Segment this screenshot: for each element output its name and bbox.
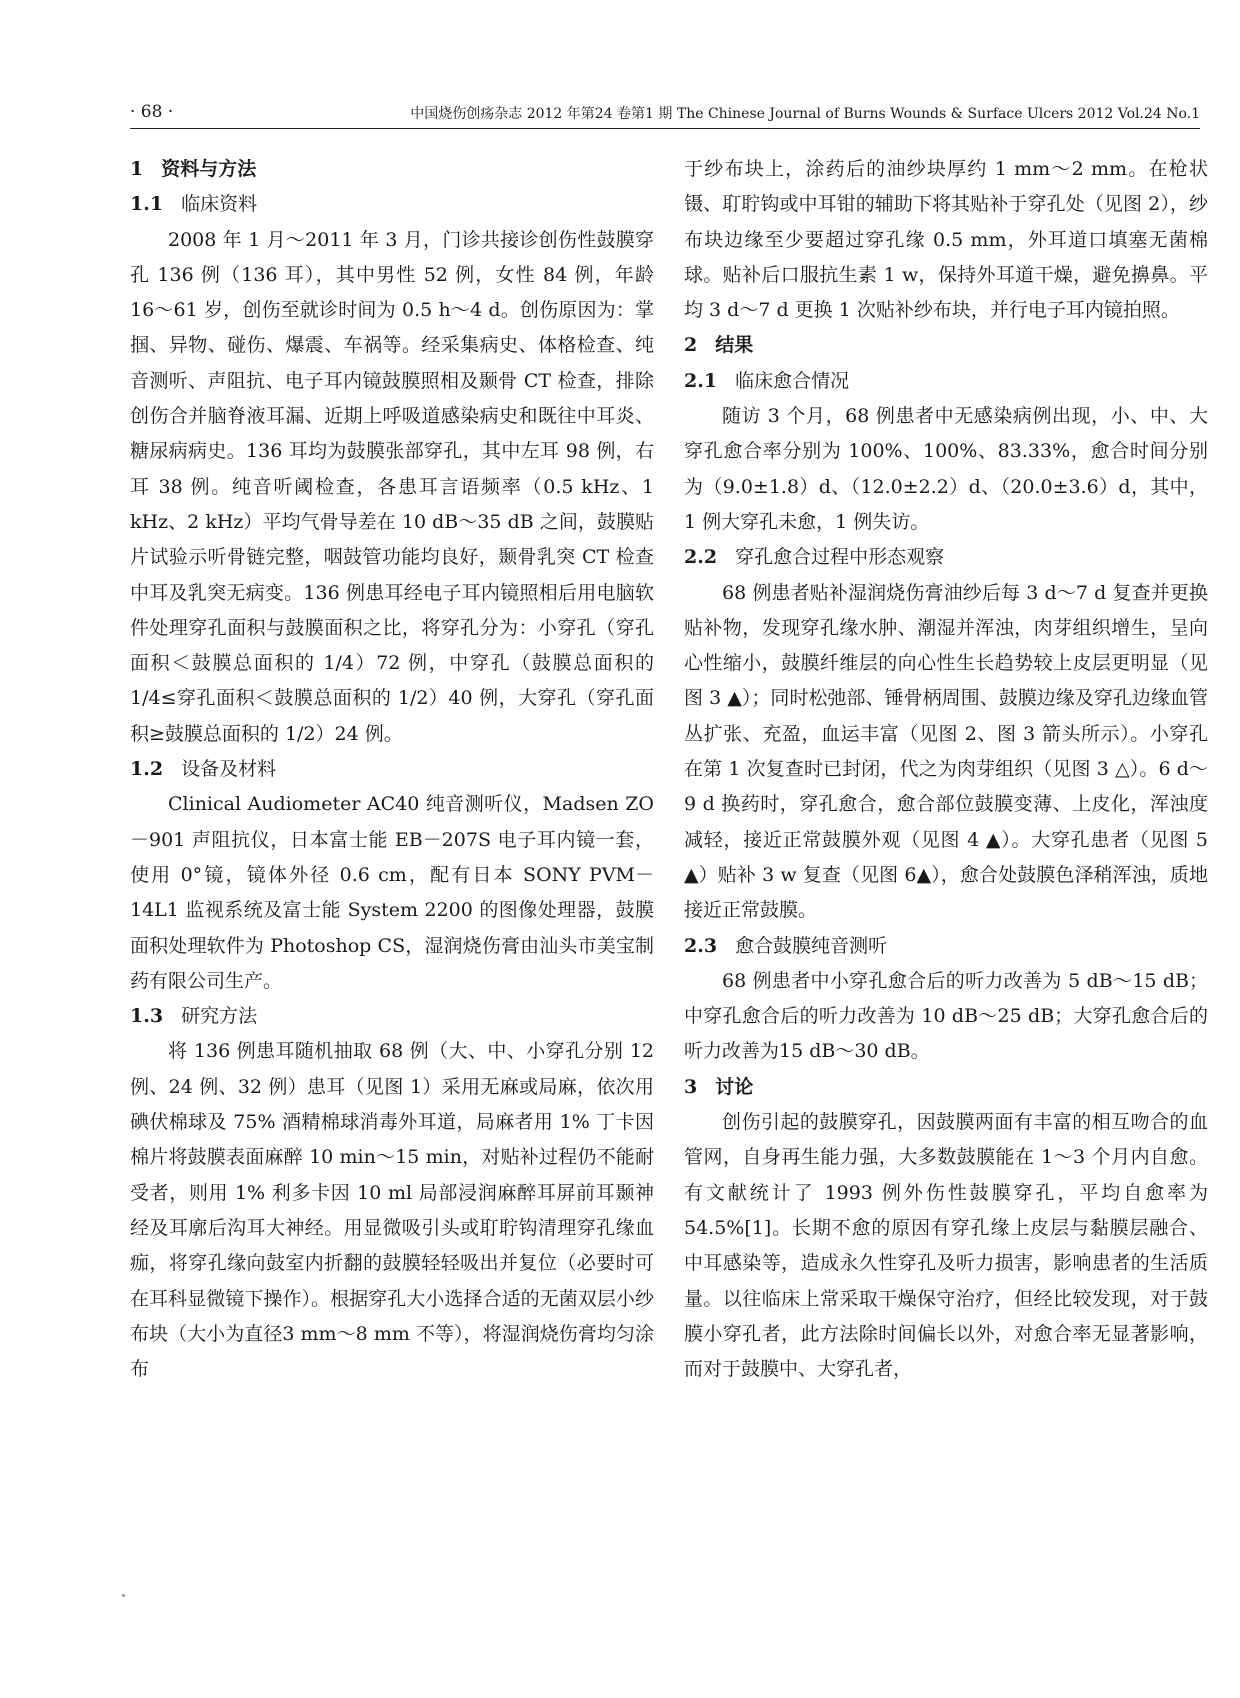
paragraph-methods-continued: 于纱布块上，涂药后的油纱块厚约 1 mm～2 mm。在枪状镊、耵聍钩或中耳钳的辅助下将其贴补于穿孔处（见图 2），纱布块边缘至少要超过穿孔缘 0.5 mm，外耳道口填塞无菌棉球。贴补后口服抗生素 1 w，保持外耳道干燥，避免擤鼻。平均 3 d～7 d 更换 1 次贴补纱布块，并行电子耳内镜拍照。 [684, 158, 1208, 322]
right-column [684, 152, 1208, 1387]
subsection-heading-1-3: 1.3 研究方法 [130, 1005, 258, 1028]
running-header [130, 100, 1200, 129]
subsection-heading-2-3: 2.3 愈合鼓膜纯音测听 [684, 934, 888, 957]
subsection-heading-1-1: 1.1 临床资料 [130, 193, 258, 216]
section-heading-2: 2 结果 [684, 334, 754, 357]
paragraph-discussion: 创伤引起的鼓膜穿孔，因鼓膜两面有丰富的相互吻合的血管网，自身再生能力强，大多数鼓膜能在 1～3 个月内自愈。有文献统计了 1993 例外伤性鼓膜穿孔，平均自愈率为 54.5%[1]。长期不愈的原因有穿孔缘上皮层与黏膜层融合、中耳感染等，造成永久性穿孔及听力损害，影响患者的生活质量。以往临床上常采取干燥保守治疗，但经比较发现，对于鼓膜小穿孔者，此方法除时间偏长以外，对愈合率无显著影响，而对于鼓膜中、大穿孔者， [684, 1111, 1208, 1381]
paragraph-healing: 随访 3 个月，68 例患者中无感染病例出现，小、中、大穿孔愈合率分别为 100%、100%、83.33%，愈合时间分别为（9.0±1.8）d、（12.0±2.2）d、（20.0±3.6）d，其中，1 例大穿孔未愈，1 例失访。 [684, 405, 1208, 533]
journal-running-head: 中国烧伤创疡杂志 2012 年第24 卷第1 期 The Chinese Journal of Burns Wounds & Surface Ulcers 2012 Vol.24 No.1 [410, 106, 1200, 122]
paragraph-equipment: Clinical Audiometer AC40 纯音测听仪，Madsen ZO－901 声阻抗仪，日本富士能 EB－207S 电子耳内镜一套，使用 0°镜，镜体外径 0.6 cm，配有日本 SONY PVM－14L1 监视系统及富士能 System 2200 的图像处理器，鼓膜面积处理软件为 Photoshop CS，湿润烧伤膏由汕头市美宝制药有限公司生产。 [130, 793, 654, 992]
paragraph-methods: 将 136 例患耳随机抽取 68 例（大、中、小穿孔分别 12 例、24 例、32 例）患耳（见图 1）采用无麻或局麻，依次用碘伏棉球及 75% 酒精棉球消毒外耳道，局麻者用 1% 丁卡因棉片将鼓膜表面麻醉 10 min～15 min，对贴补过程仍不能耐受者，则用 1% 利多卡因 10 ml 局部浸润麻醉耳屏前耳颞神经及耳廓后沟耳大神经。用显微吸引头或耵聍钩清理穿孔缘血痂，将穿孔缘向鼓室内折翻的鼓膜轻轻吸出并复位（必要时可在耳科显微镜下操作）。根据穿孔大小选择合适的无菌双层小纱布块（大小为直径3 mm～8 mm 不等），将湿润烧伤膏均匀涂布 [130, 1040, 654, 1381]
section-heading-3: 3 讨论 [684, 1075, 754, 1098]
subsection-heading-2-1: 2.1 临床愈合情况 [684, 369, 850, 392]
section-heading-1: 1 资料与方法 [130, 158, 257, 180]
subsection-heading-2-2: 2.2 穿孔愈合过程中形态观察 [684, 546, 945, 569]
left-column [130, 152, 654, 1387]
paragraph-audiometry: 68 例患者中小穿孔愈合后的听力改善为 5 dB～15 dB；中穿孔愈合后的听力改善为 10 dB～25 dB；大穿孔愈合后的听力改善为15 dB～30 dB。 [684, 969, 1208, 1063]
scan-speck [122, 1594, 125, 1597]
paragraph-morphology: 68 例患者贴补湿润烧伤膏油纱后每 3 d～7 d 复查并更换贴补物，发现穿孔缘水肿、潮湿并浑浊，肉芽组织增生，呈向心性缩小，鼓膜纤维层的向心性生长趋势较上皮层更明显（见图 3 ▲）；同时松弛部、锤骨柄周围、鼓膜边缘及穿孔边缘血管丛扩张、充盈，血运丰富（见图 2、图 3 箭头所示）。小穿孔在第 1 次复查时已封闭，代之为肉芽组织（见图 3 △）。6 d～9 d 换药时，穿孔愈合，愈合部位鼓膜变薄、上皮化，浑浊度减轻，接近正常鼓膜外观（见图 4 ▲）。大穿孔患者（见图 5 ▲）贴补 3 w 复查（见图 6▲），愈合处鼓膜色泽稍浑浊，质地接近正常鼓膜。 [684, 581, 1208, 922]
page-number: · 68 · [130, 102, 174, 122]
subsection-heading-1-2: 1.2 设备及材料 [130, 758, 277, 781]
paragraph-clinical-data: 2008 年 1 月～2011 年 3 月，门诊共接诊创伤性鼓膜穿孔 136 例（136 耳），其中男性 52 例，女性 84 例，年龄 16～61 岁，创伤至就诊时间为 0.5 h～4 d。创伤原因为：掌掴、异物、碰伤、爆震、车祸等。经采集病史、体格检查、纯音测听、声阻抗、电子耳内镜鼓膜照相及颞骨 CT 检查，排除创伤合并脑脊液耳漏、近期上呼吸道感染病史和既往中耳炎、糖尿病病史。136 耳均为鼓膜张部穿孔，其中左耳 98 例，右耳 38 例。纯音听阈检查，各患耳言语频率（0.5 kHz、1 kHz、2 kHz）平均气骨导差在 10 dB～35 dB 之间，鼓膜贴片试验示听骨链完整，咽鼓管功能均良好，颞骨乳突 CT 检查中耳及乳突无病变。136 例患耳经电子耳内镜照相后用电脑软件处理穿孔面积与鼓膜面积之比，将穿孔分为：小穿孔（穿孔面积＜鼓膜总面积的 1/4）72 例，中穿孔（鼓膜总面积的 1/4≤穿孔面积＜鼓膜总面积的 1/2）40 例，大穿孔（穿孔面积≥鼓膜总面积的 1/2）24 例。 [130, 228, 654, 745]
